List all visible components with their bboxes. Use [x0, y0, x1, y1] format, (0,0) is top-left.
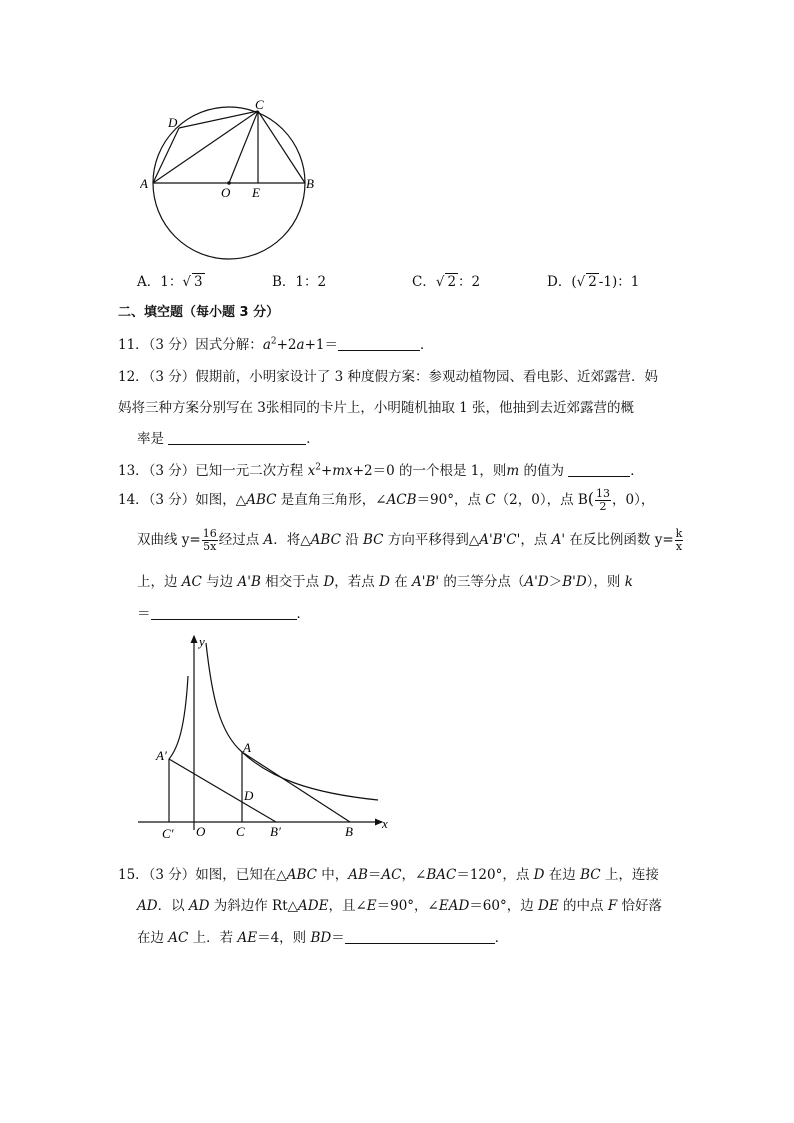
answer-blank	[151, 606, 297, 620]
question-15-line-1: 15．（3 分）如图，已知在△ABC 中，AB＝AC，∠BAC＝120°，点 D 在边 BC 上，连接	[118, 867, 659, 883]
hyperbola-left	[169, 676, 188, 759]
label-c-prime: C′	[162, 826, 174, 841]
label-b: B	[345, 824, 353, 839]
answer-blank	[168, 431, 306, 445]
question-15-line-2: AD．以 AD 为斜边作 Rt△ADE，且∠E＝90°，∠EAD＝60°，边 DE 的中点 F 恰好落	[137, 898, 662, 914]
question-15-line-3: 在边 AC 上．若 AE＝4，则 BD＝ ．	[137, 930, 509, 946]
segment-a1-b1	[169, 759, 276, 822]
label-o: O	[221, 185, 231, 200]
answer-blank	[345, 930, 495, 944]
question-12-line-2: 妈将三种方案分别写在 3张相同的卡片上，小明随机抽取 1 张，他抽到去近郊露营的概	[118, 400, 635, 416]
label-c: C	[255, 97, 264, 112]
label-y: y	[199, 634, 205, 649]
question-12-line-1: 12．（3 分）假期前，小明家设计了 3 种度假方案：参观动植物园、看电影、近郊露营．妈	[118, 369, 658, 385]
question-14-line-3: 上，边 AC 与边 A'B 相交于点 D，若点 D 在 A'B' 的三等分点（A'D＞B'D），则 k	[137, 574, 633, 590]
figure-circle	[140, 95, 330, 270]
answer-blank	[568, 463, 630, 477]
label-c: C	[236, 824, 245, 839]
q10-option-b: B．1：2	[272, 274, 327, 290]
question-11: 11．（3 分）因式分解：$a^2+2a+1=$ ．	[118, 336, 434, 353]
question-12-line-3: 率是 ．	[137, 431, 320, 447]
label-b-prime: B′	[270, 824, 281, 839]
label-d: D	[168, 115, 178, 130]
figure-hyperbola-graph	[130, 628, 395, 843]
label-a: A	[243, 740, 251, 755]
question-14-line-2: 双曲线 y= $\frac{16}{5x}$ 经过点 A．将△ABC 沿 BC 方向平移得到△A'B'C'，点 A' 在反比例函数 y= $\frac{k}{x}$	[137, 527, 683, 553]
label-a-prime: A′	[156, 748, 167, 763]
question-14-line-1: 14．（3 分）如图，△ABC 是直角三角形，∠ACB＝90°，点 C（2，0），点 B( $\frac{13}{2}$ ，0），	[118, 487, 655, 513]
section-title-fill-in: 二、填空题（每小题 3 分）	[118, 305, 280, 320]
segment-oc	[229, 111, 258, 183]
label-x: x	[382, 816, 388, 831]
label-e: E	[252, 185, 260, 200]
q10-option-a: A．1：√ 3	[137, 274, 203, 290]
q10-option-c: C．√ 2 ：2	[412, 274, 481, 290]
label-b: B	[306, 176, 314, 191]
label-d: D	[244, 788, 254, 803]
label-o: O	[196, 824, 206, 839]
q10-option-d: D．(√ 2 -1)：1	[547, 274, 640, 290]
label-a: A	[140, 176, 148, 191]
hyperbola-right	[206, 643, 378, 800]
answer-blank	[338, 337, 420, 351]
question-13: 13．（3 分）已知一元二次方程 $x^2+mx+2=0$ 的一个根是 1，则m 的值为 ．	[118, 462, 644, 479]
segment-cb	[258, 111, 305, 183]
question-14-line-4: ＝ ．	[137, 606, 310, 622]
